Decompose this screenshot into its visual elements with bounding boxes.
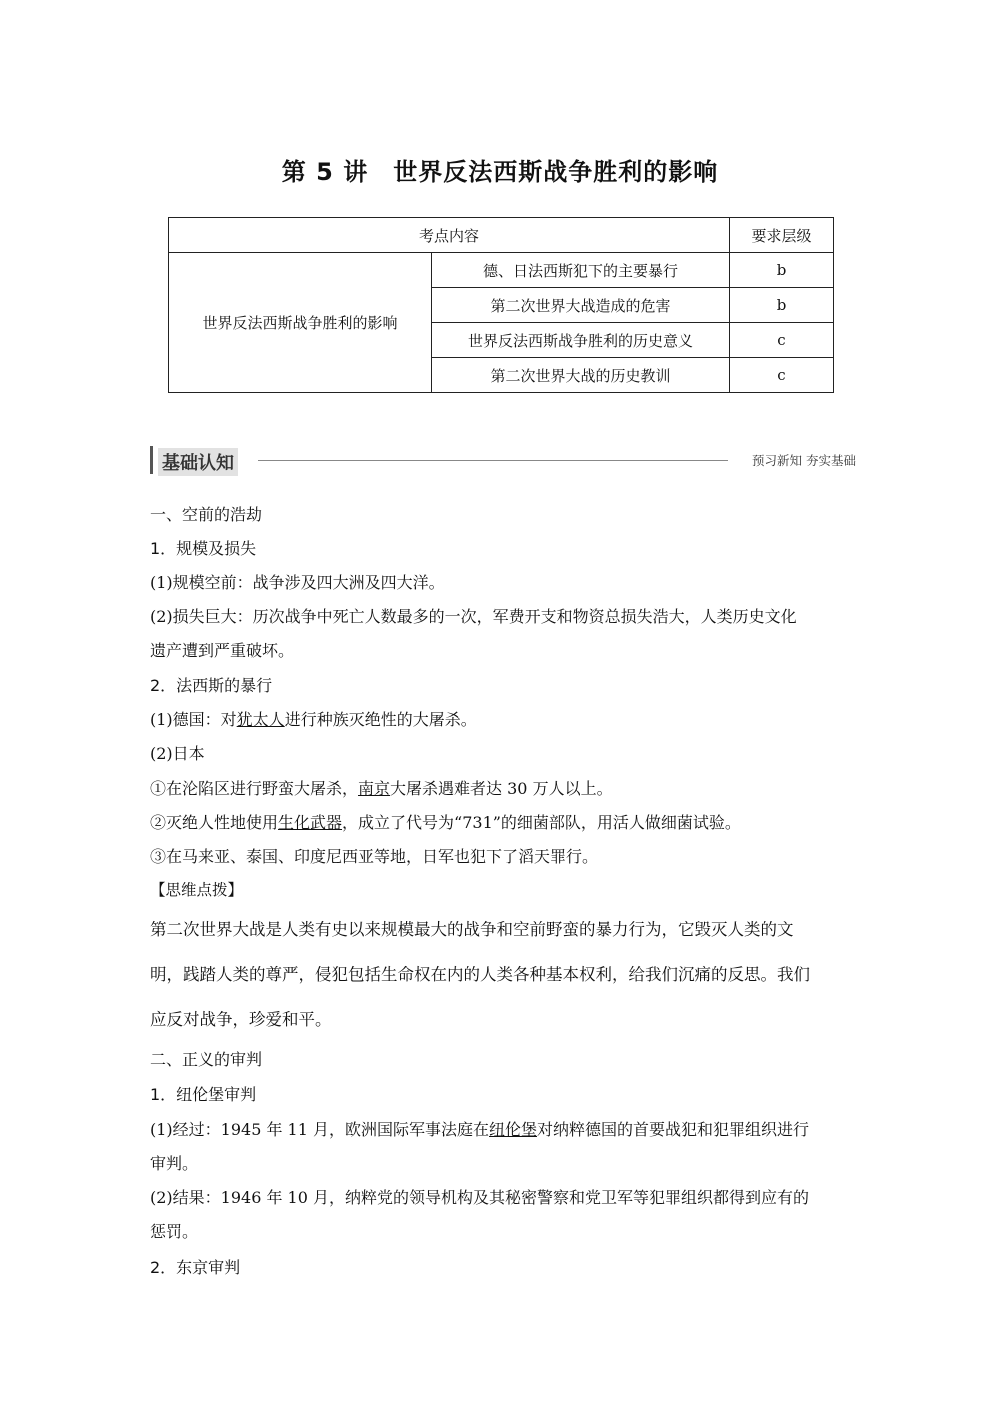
text: ②灭绝人性地使用	[150, 813, 279, 832]
text-line: (2)损失巨大：历次战争中死亡人数最多的一次，军费开支和物资总损失浩大，人类历史文化	[150, 607, 797, 626]
text: 进行种族灭绝性的大屠杀。	[284, 710, 477, 729]
keyword: 犹太人	[236, 710, 285, 729]
keyword: 南京	[358, 779, 391, 798]
text-line	[150, 1117, 809, 1140]
topic-cell: 世界反法西斯战争胜利的影响	[169, 253, 432, 393]
subheading: 1．纽伦堡审判	[150, 1085, 257, 1104]
section-rule	[258, 460, 728, 461]
header-content: 考点内容	[169, 218, 730, 253]
text-line	[150, 810, 741, 833]
think-line: 第二次世界大战是人类有史以来规模最大的战争和空前野蛮的暴力行为，它毁灭人类的文	[150, 920, 794, 939]
text: (1)德国：对	[150, 710, 237, 729]
level-cell: c	[730, 323, 834, 358]
level-cell: b	[730, 288, 834, 323]
item-cell: 德、日法西斯犯下的主要暴行	[432, 253, 730, 288]
header-level: 要求层级	[730, 218, 834, 253]
text: 大屠杀遇难者达 30 万人以上。	[390, 779, 613, 798]
section-subtitle: 预习新知 夯实基础	[752, 453, 856, 468]
text: (1)经过：1945 年 11 月，欧洲国际军事法庭在	[150, 1120, 490, 1139]
text-line: (1)规模空前：战争涉及四大洲及四大洋。	[150, 573, 445, 592]
keyword: 纽伦堡	[489, 1120, 538, 1139]
think-label: 【思维点拨】	[150, 881, 244, 899]
text: ，成立了代号为“731”的细菌部队，用活人做细菌试验。	[342, 813, 741, 832]
subheading: 1．规模及损失	[150, 539, 257, 558]
text-line: 惩罚。	[150, 1222, 199, 1241]
heading: 二、正义的审判	[150, 1050, 263, 1069]
text: ①在沦陷区进行野蛮大屠杀，	[150, 779, 359, 798]
section-bar	[150, 446, 153, 474]
keyword: 生化武器	[278, 813, 343, 832]
item-cell: 世界反法西斯战争胜利的历史意义	[432, 323, 730, 358]
item-cell: 第二次世界大战的历史教训	[432, 358, 730, 393]
text-line: 审判。	[150, 1154, 199, 1173]
exam-points-table	[168, 217, 834, 393]
subheading: 2．东京审判	[150, 1258, 241, 1277]
section-header	[150, 446, 856, 474]
level-cell: b	[730, 253, 834, 288]
text-line: (2)结果：1946 年 10 月，纳粹党的领导机构及其秘密警察和党卫军等犯罪组织都得到应有的	[150, 1188, 810, 1207]
think-line: 明，践踏人类的尊严，侵犯包括生命权在内的人类各种基本权利，给我们沉痛的反思。我们	[150, 965, 810, 984]
subheading: 2．法西斯的暴行	[150, 676, 273, 695]
text-line: ③在马来亚、泰国、印度尼西亚等地，日军也犯下了滔天罪行。	[150, 847, 599, 866]
text-line: 遗产遭到严重破坏。	[150, 641, 295, 660]
level-cell: c	[730, 358, 834, 393]
text-line	[150, 776, 613, 799]
think-line: 应反对战争，珍爱和平。	[150, 1010, 332, 1029]
item-cell: 第二次世界大战造成的危害	[432, 288, 730, 323]
text: 对纳粹德国的首要战犯和犯罪组织进行	[537, 1120, 810, 1139]
text-line	[150, 707, 477, 730]
heading: 一、空前的浩劫	[150, 505, 263, 524]
text-line: (2)日本	[150, 744, 205, 763]
page-title: 第 5 讲 世界反法西斯战争胜利的影响	[281, 158, 719, 186]
section-label: 基础认知	[158, 448, 238, 476]
